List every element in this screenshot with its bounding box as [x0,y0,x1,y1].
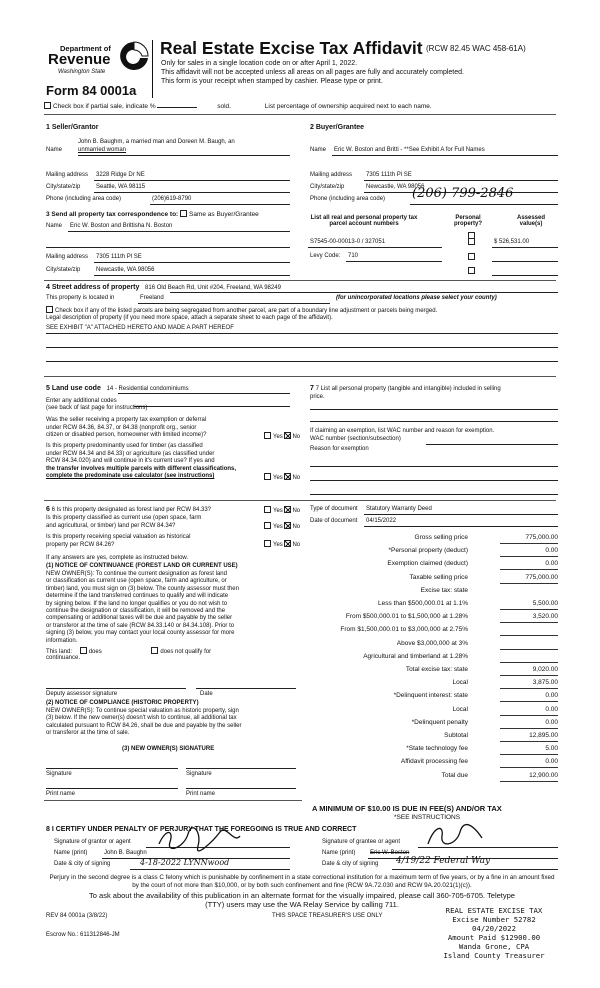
certify-heading: 8 I CERTIFY UNDER PENALTY OF PERJURY THAT THE FOREGOING IS TRUE AND CORRECT [46,826,357,833]
q-historic-answer: Yes No [264,540,300,548]
continuance-line: signing (3) below, you may contact your local county assessor for more [46,630,235,637]
doc-date[interactable]: 04/15/2022 [366,518,397,524]
segregated-row: Check box if any of the listed parcels are being segregated from another parcel, are part of a boundary line adjustment or parcels being merged. [46,306,437,314]
tax-row-label: Subtotal [444,732,468,739]
notice-compliance-heading: (2) NOTICE OF COMPLIANCE (HISTORIC PROPERTY) [46,700,199,706]
historic-no-checkbox[interactable] [284,540,291,547]
tax-row [300,758,558,769]
timber-yes-checkbox[interactable] [264,473,271,480]
tax-row [300,587,558,598]
tax-row-amount[interactable]: 0.00 [500,560,558,570]
tax-row [300,719,558,730]
q-timber-answer: Yes No [264,473,300,481]
signature-label-2: Signature [186,771,212,777]
tax-row-amount[interactable]: 0.00 [500,706,558,716]
forest-yes-checkbox[interactable] [264,506,271,513]
assessed-value[interactable]: $ 526,531.00 [494,239,530,245]
deputy-label: Deputy assessor signature [46,691,118,697]
buyer-heading: 2 Buyer/Grantee [310,124,365,131]
tax-row [300,745,558,756]
grantee-date-handwritten[interactable]: 4/19/22 Federal Way [396,856,491,866]
tax-row-amount[interactable]: 5,500.00 [500,600,558,610]
personal-header: Personal property? [453,215,482,227]
continuance-line: timber) land, you must sign on (3) below. The county assessor must then [46,585,239,592]
grantor-date-label: Date & city of signing [54,861,111,867]
grantee-sig-label: Signature of grantee or agent [322,839,401,845]
corr-mail-label: Mailing address [46,254,89,260]
tax-row-label: Total due [441,771,468,779]
continuance-word: continuance. [46,655,81,661]
deputy-date-label: Date [200,691,213,697]
rcw-reference: (RCW 82.45 WAC 458-61A) [426,44,526,53]
if-any-yes: If any answers are yes, complete as instructed below. [46,555,189,561]
tax-row [300,640,558,651]
seller-city-label: City/state/zip [46,184,81,190]
q-exemption-answer: Yes No [264,432,300,440]
historic-yes-checkbox[interactable] [264,540,271,547]
personal-property-heading: 7 7 List all personal property (tangible and intangible) included in selling price. [310,385,501,400]
corr-city[interactable]: Newcastle, WA 98056 [96,267,155,273]
legal-value[interactable]: SEE EXHIBIT "A" ATTACHED HERETO AND MADE A PART HEREOF [46,325,234,331]
tax-row-label: Excise tax: state [420,586,468,594]
exemption-no-checkbox[interactable] [284,432,291,439]
reason-label: Reason for exemption [310,446,369,452]
tax-row-amount[interactable] [500,587,558,597]
tax-row [300,706,558,717]
tax-row [300,653,558,664]
tax-row-amount[interactable]: 3,875.00 [500,679,558,689]
wac-label: WAC number (section/subsection) [310,436,401,442]
personal-checkbox-2[interactable] [468,238,475,245]
tax-row-amount[interactable]: 3,520.00 [500,613,558,623]
additional-codes-note: (see back of last page for instructions) [46,405,148,411]
tax-row-label: Local [452,705,468,713]
continuance-line: continue the designation or classification, it will be removed and the [46,608,226,615]
tax-row [300,547,558,558]
tax-row-amount[interactable] [500,653,558,663]
levy-label: Levy Code: [310,253,341,259]
tax-row-label: *Personal property (deduct) [388,547,468,555]
notice-compliance-text [46,708,302,738]
correspondence-heading: 3 Send all property tax correspondence to: Same as Buyer/Grantee [46,211,259,218]
doc-date-label: Date of document [310,518,358,524]
compliance-line: (3) below. If the new owner(s) doesn't wish to continue, all additional tax [46,715,237,722]
q-exemption: Was the seller receiving a property tax exemption or deferral under RCW 84.36, 84.37, or 84.38 (nonprofit org., senior citizen or disabled person, homeowner with limited income)? [46,417,207,438]
stamp-line: REAL ESTATE EXCISE TAX [445,906,543,915]
land-does-not-checkbox[interactable] [151,647,158,654]
q-timber: Is this property predominantly used for timber (as classified under RCW 84.34 and 84.33) or agriculture (as classified under RCW 84.34.020) and will continue in it's current use? If yes and the transfer involves multiple parcels with different classifications, complete the predominate use calculator (see instructions) [46,443,237,479]
dor-swirl-icon [118,40,150,74]
tax-row-label: Affidavit processing fee [400,758,468,766]
dor-logo [44,40,154,86]
header-divider [152,40,153,98]
tax-row-label: From $1,500,000.01 to $3,000,000 at 2.75% [340,626,468,634]
buyer-mail-label: Mailing address [310,172,353,178]
corr-city-label: City/state/zip [46,267,81,273]
print-name-label-1: Print name [46,791,76,797]
tax-row [300,679,558,690]
personal-checkbox-4[interactable] [468,267,475,274]
tax-row-amount[interactable]: 12,900.00 [500,772,558,782]
tax-row-amount[interactable]: 775,000.00 [500,574,558,584]
tax-row-amount[interactable] [500,626,558,636]
see-instructions: *SEE INSTRUCTIONS [394,814,461,821]
stamp-line: 04/20/2022 [472,924,516,933]
stamp-line: Amount Paid $12900.00 [447,933,541,942]
continuance-line: or classification as current use (open space, farm and agriculture, or [46,578,227,585]
tax-row-label: Local [452,679,468,687]
tax-row [300,772,558,783]
q-forest: 6 6 Is this property designated as forest land per RCW 84.33? [46,506,211,513]
grantee-signature[interactable] [420,822,490,850]
legal-label: Legal description of property (if you need more space, attach a separate sheet to each page of the affidavit). [46,315,333,321]
stamp-line: Island County Treasurer [443,951,545,960]
header-sub3: This form is your receipt when stamped by cashier. Please type or print. [161,78,383,85]
treasurer-stamp [424,906,564,960]
buyer-phone-handwritten[interactable]: (206) 799-2846 [412,186,514,201]
seller-name-line1: John B. Baughm, a married man and Doreen M. Baugh, an [78,139,235,145]
land-use-row: 5 Land use code 14 - Residential condominiums [46,385,189,392]
perjury-notice: Perjury in the second degree is a class C felony which is punishable by confinement in a state correctional institution for a maximum term of five years, or by a fine in an amount fixed by the court of not more than $10,000, or by both such confinement and fine (RCW 9A.72.030 and RCW 9A.20.021(1)(c)). [49,874,555,889]
doc-type[interactable]: Statutory Warranty Deed [366,506,432,512]
buyer-phone-label: Phone (including area code) [310,196,386,202]
assessed-header: Assessed value(s) [516,215,546,227]
header-sub2: This affidavit will not be accepted unless all areas on all pages are fully and accurately completed. [161,69,464,76]
current-use-no-checkbox[interactable] [284,522,291,529]
seller-phone-label: Phone (including area code) [46,196,122,202]
located-label: This property is located in [46,295,115,301]
q-current-use-answer: Yes No [264,522,300,530]
grantor-sig-label: Signature of grantor or agent [54,839,131,845]
located-value[interactable]: Freeland [140,295,164,301]
grantor-name-label: Name (print) [54,850,88,856]
tax-row [300,666,558,677]
q-historic: Is this property receiving special valuation as historical property per RCW 84.26? [46,534,191,548]
treasurer-space: THIS SPACE TREASURER'S USE ONLY [272,913,383,919]
tax-row-label: Exemption claimed (deduct) [387,560,468,568]
compliance-line: or transferor at the time of sale. [46,730,130,737]
seller-name-line2[interactable]: unmarried woman [78,147,127,153]
tax-row [300,692,558,703]
q-forest-answer: Yes No [264,506,300,514]
tax-row [300,574,558,585]
tax-row-amount[interactable]: 9,020.00 [500,666,558,676]
doc-type-label: Type of document [310,506,358,512]
buyer-mail[interactable]: 7305 111th Pl SE [366,172,412,178]
compliance-line: NEW OWNER(S): To continue special valuation as historic property, sign [46,708,239,714]
buyer-city[interactable]: Newcastle, WA 98056 [366,184,425,190]
exemption-yes-checkbox[interactable] [264,432,271,439]
claim-exemption: If claiming an exemption, list WAC number and reason for exemption. [310,428,495,434]
tax-row [300,600,558,611]
tax-row-amount[interactable]: 0.00 [500,547,558,557]
seller-phone[interactable]: (206)619-8790 [152,196,192,202]
continuance-line: compensating or additional taxes will be due and payable by the seller [46,615,233,622]
tax-row-amount[interactable]: 12,895.00 [500,732,558,742]
tax-row-label: Less than $500,000.01 at 1.1% [378,600,468,607]
grantee-name[interactable]: Eric W. Boston [370,850,410,856]
grantee-name-label: Name (print) [322,850,356,856]
tax-row-amount[interactable]: 0.00 [500,719,558,729]
new-owner-sig-heading: (3) NEW OWNER(S) SIGNATURE [122,746,215,752]
q-current-use: Is this property classified as current use (open space, farm and agricultural, or timber) land per RCW 84.34? [46,515,202,529]
page-title: Real Estate Excise Tax Affidavit [160,38,423,58]
parcel-header: List all real and personal property tax parcel account numbers [310,215,418,227]
stamp-line: Excise Number 52782 [452,915,536,924]
corr-mail[interactable]: 7305 111th Pl SE [96,254,142,260]
tax-row-label: *State technology fee [406,745,468,753]
continuance-line: information. [46,637,78,644]
tax-row-label: Agricultural and timberland at 1.28% [363,652,468,660]
seller-city[interactable]: Seattle, WA 98115 [96,184,146,190]
tax-row-label: *Delinquent penalty [411,718,468,726]
tax-row-label: Gross selling price [414,534,468,541]
continuance-line: NEW OWNER(S): To continue the current designation as forest land [46,571,227,577]
alt-format-notice-1: To ask about the availability of this publication in an alternate format for the visually impaired, please call 360-705-6705. Teletype [89,891,515,900]
minimum-fee-note: A MINIMUM OF $10.00 IS DUE IN FEE(S) AND/OR TAX [312,804,502,813]
continuance-line: by signing below. If the land no longer qualifies or you do not wish to [46,600,228,607]
tax-row-label: Above $3,000,000 at 3% [396,639,468,647]
seller-heading: 1 Seller/Grantor [46,124,99,131]
form-number: Form 84 0001a [46,83,137,98]
buyer-name-label: Name [310,147,327,153]
tax-row-amount[interactable]: 0.00 [500,758,558,768]
dept-line3: Washington State [58,69,106,75]
buyer-name[interactable]: Eric W. Boston and Britti - **See Exhibit A for Full Names [334,147,485,153]
tax-row-label: Taxable selling price [409,573,468,581]
property-address[interactable]: 816 Old Beach Rd, Unit #204, Freeland, WA 98249 [145,285,281,291]
rev-number: REV 84 0001a (3/8/22) [46,913,108,919]
tax-row [300,613,558,624]
partial-sale-checkbox[interactable] [44,102,51,109]
notice-continuance-heading: (1) NOTICE OF CONTINUANCE (FOREST LAND OR CURRENT USE) [46,563,238,569]
grantor-name[interactable]: John B. Baughn [104,850,147,856]
tax-row-amount[interactable]: 0.00 [500,692,558,702]
levy-code[interactable]: 710 [348,253,359,259]
signature-label-1: Signature [46,771,72,777]
tax-row-label: From $500,000.01 to $1,500,000 at 1.28% [345,613,468,621]
forest-no-checkbox[interactable] [284,506,291,513]
same-as-buyer-checkbox[interactable] [180,210,187,217]
tax-row [300,732,558,743]
partial-sale-row: Check box if partial sale, indicate % sold. List percentage of ownership acquired next to each name. [44,102,564,110]
tax-row [300,560,558,571]
timber-no-checkbox[interactable] [284,473,291,480]
dept-line2: Revenue [48,51,111,68]
additional-codes: Enter any additional codes [46,398,117,404]
tax-row [300,534,558,545]
print-name-label-2: Print name [186,791,216,797]
current-use-yes-checkbox[interactable] [264,522,271,529]
tax-row-amount[interactable]: 775,000.00 [500,534,558,544]
tax-row-label: *Delinquent interest: state [393,692,468,700]
corr-name[interactable]: Eric W. Boston and Brittisha N. Boston [70,223,173,229]
property-address-row: 4 Street address of property 816 Old Beach Rd, Unit #204, Freeland, WA 98249 [46,284,281,291]
continuance-line: or transferor at the time of sale (RCW 84.33.140 or 84.34.108). Prior to [46,622,235,629]
land-does-checkbox[interactable] [80,647,87,654]
tax-row-amount[interactable]: 5.00 [500,745,558,755]
located-note: (for unincorporated locations please select your county) [336,295,497,301]
seller-mail-label: Mailing address [46,172,89,178]
continuance-line: determine if the land transferred continues to qualify and will indicate [46,593,229,600]
buyer-city-label: City/state/zip [310,184,345,190]
parcel-number[interactable]: S7545-00-00013-0 / 327051 [310,239,386,245]
header-sub1: Only for sales in a single location code on or after April 1, 2022. [161,60,358,67]
personal-checkbox-3[interactable] [468,253,475,260]
compliance-line: calculated pursuant to RCW 84.26, shall be due and payable by the seller [46,722,242,729]
grantee-date-label: Date & city of signing [322,861,379,867]
seller-name-label: Name [46,147,63,153]
grantor-signature[interactable] [154,826,244,852]
seller-mail[interactable]: 3228 Ridge Dr NE [96,172,145,178]
tax-row-amount[interactable] [500,640,558,650]
notice-continuance-text [46,571,302,645]
dept-line1: Department of [60,44,111,53]
segregated-checkbox[interactable] [46,306,53,313]
grantor-date-handwritten[interactable]: 4-18-2022 LYNNwood [140,858,230,867]
escrow-number: Escrow No.: 611312846-JM [46,932,120,938]
land-use-code[interactable]: 14 - Residential condominiums [106,386,189,392]
land-qualifies-row: This land: does does not qualify for [46,649,212,655]
stamp-line: Wanda Grone, CPA [458,942,530,951]
corr-name-label: Name [46,223,63,229]
tax-row [300,626,558,637]
tax-row-label: Total excise tax: state [405,666,468,673]
alt-format-notice-2: (TTY) users may use the WA Relay Service by calling 711. [205,900,399,909]
